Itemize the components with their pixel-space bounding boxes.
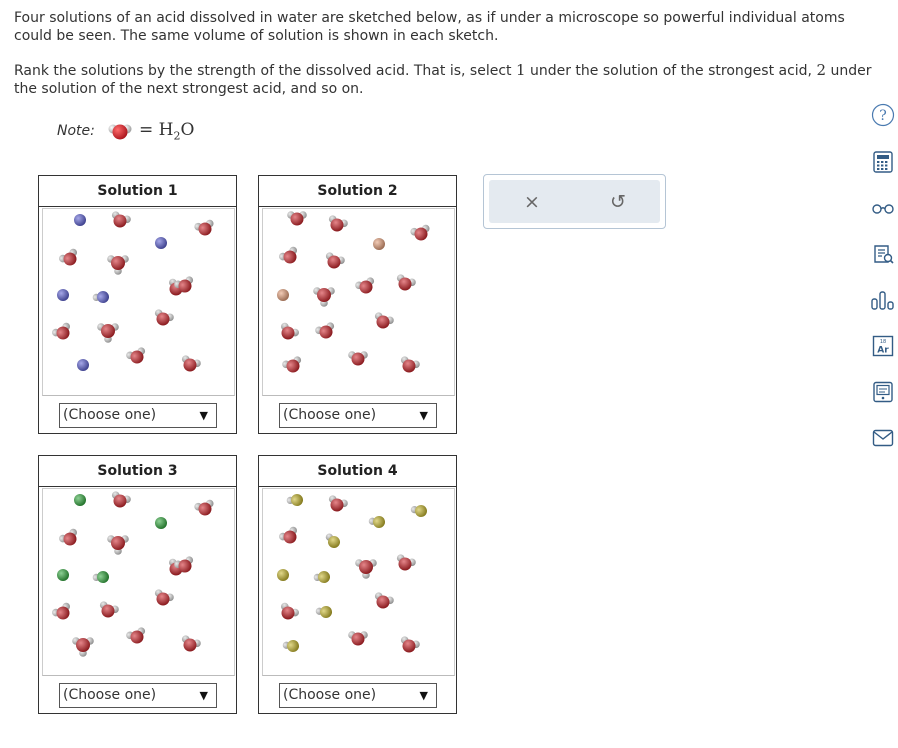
hydronium-ion [107, 255, 129, 275]
acid-molecule [368, 514, 387, 531]
water-molecule [348, 631, 368, 645]
water-molecule [278, 525, 302, 547]
water-molecule [152, 308, 175, 328]
solution-1-rank-select[interactable]: (Choose one) ▼ [59, 403, 217, 428]
water-molecule [194, 219, 217, 238]
help-button[interactable] [870, 102, 896, 128]
solution-3-rank-select[interactable]: (Choose one) ▼ [59, 683, 217, 708]
water-molecule [97, 600, 120, 620]
hydronium-ion [72, 637, 94, 657]
solution-2-sketch [262, 208, 455, 396]
tablet-icon [872, 381, 894, 403]
solution-4-rank-select[interactable]: (Choose one) ▼ [279, 683, 437, 708]
solution-2-rank-select[interactable]: (Choose one) ▼ [279, 403, 437, 428]
rank-number-2: 2 [816, 61, 827, 79]
acid-molecule [312, 568, 332, 587]
water-molecule [394, 273, 417, 293]
water-molecule [58, 247, 82, 269]
textbook-button[interactable] [870, 241, 896, 267]
hydronium-ion [313, 287, 335, 307]
anion [74, 214, 86, 226]
book-icon [872, 243, 894, 265]
water-molecule [152, 588, 175, 608]
reference-button[interactable] [870, 379, 896, 405]
anion [277, 569, 289, 581]
toolbox-inner [489, 180, 660, 223]
water-molecule-icon [107, 121, 133, 141]
water-molecule [372, 591, 395, 611]
rank-text-b: under the solution of the strongest acid, [525, 63, 817, 79]
water-molecule [394, 553, 417, 573]
help-icon [871, 103, 895, 127]
anion [155, 237, 167, 249]
acid-molecule [285, 491, 305, 510]
anion [57, 289, 69, 301]
water-molecule [51, 601, 75, 623]
solution-1-molecules [43, 209, 234, 395]
water-molecule [276, 321, 300, 343]
water-molecule [398, 355, 421, 375]
water-molecule [398, 635, 421, 655]
anion [373, 238, 385, 250]
calculator-button[interactable] [870, 149, 896, 175]
water-molecule [125, 626, 148, 646]
dropdown-arrow-icon: ▼ [419, 409, 428, 422]
water-molecule [179, 634, 202, 654]
periodic-table-button[interactable] [870, 333, 896, 359]
instruction-paragraph-2 [14, 61, 884, 98]
periodic-table-icon [872, 335, 894, 357]
acid-molecule [91, 288, 111, 307]
hydronium-ion [355, 559, 377, 579]
message-button[interactable] [870, 425, 896, 451]
water-molecule [276, 601, 300, 623]
solution-2-molecules [263, 209, 454, 395]
water-formula: = $H_2O$ [139, 120, 195, 143]
solution-2-panel [258, 175, 457, 434]
water-molecule [410, 224, 433, 243]
water-molecule [354, 276, 377, 296]
anion [74, 494, 86, 506]
solution-4-title: Solution 4 [259, 456, 456, 487]
water-molecule [281, 355, 304, 375]
solution-4-molecules [263, 489, 454, 675]
anion [57, 569, 69, 581]
water-molecule [323, 251, 346, 271]
water-molecule [51, 321, 75, 343]
water-molecule [326, 214, 349, 234]
glasses-icon [871, 201, 895, 215]
svg-text:?: ? [879, 108, 887, 124]
solution-3-title: Solution 3 [39, 456, 236, 487]
solution-3-molecules [43, 489, 234, 675]
solution-3-panel [38, 455, 237, 714]
water-molecule [278, 245, 302, 267]
water-molecule [372, 311, 395, 331]
water-molecule [348, 351, 368, 365]
explanation-button[interactable] [870, 195, 896, 221]
solution-3-sketch [42, 488, 235, 676]
acid-molecule [410, 503, 428, 519]
dropdown-arrow-icon: ▼ [419, 689, 428, 702]
rank-text-c: under the solution of the next strongest acid, and so on. [14, 63, 872, 97]
solution-1-title: Solution 1 [39, 176, 236, 207]
rank-text-a: Rank the solutions by the strength of the dissolved acid. That is, select [14, 63, 516, 79]
solution-1-panel [38, 175, 237, 434]
dropdown-arrow-icon: ▼ [199, 409, 208, 422]
acid-molecule [91, 568, 111, 587]
acid-molecule [323, 533, 342, 550]
answer-toolbox [483, 174, 666, 229]
dropdown-arrow-icon: ▼ [199, 689, 208, 702]
solution-4-sketch [262, 488, 455, 676]
acid-molecule [282, 638, 301, 655]
data-button[interactable] [870, 287, 896, 313]
water-molecule [125, 346, 148, 366]
anion [155, 517, 167, 529]
solution-2-title: Solution 2 [259, 176, 456, 207]
clear-button[interactable]: × [524, 191, 540, 213]
water-molecule [287, 211, 307, 225]
undo-button[interactable]: ↺ [610, 191, 626, 213]
water-molecule [179, 354, 202, 374]
note-label: Note: [57, 123, 95, 139]
rank-number-1: 1 [515, 61, 526, 79]
anion [77, 359, 89, 371]
acid-molecule [315, 604, 334, 621]
water-molecule [194, 499, 217, 518]
instruction-paragraph-1: Four solutions of an acid dissolved in water are sketched below, as if under a microscope so powerful individual atoms could be seen. The same volume of solution is shown in each sketch. [14, 10, 845, 44]
water-molecule [314, 321, 337, 341]
calculator-icon [872, 151, 894, 173]
chart-icon [870, 289, 896, 311]
anion [277, 289, 289, 301]
water-molecule [109, 210, 132, 230]
hydronium-ion [107, 535, 129, 555]
svg-text:18: 18 [879, 339, 887, 345]
water-molecule [109, 490, 132, 510]
water-molecule [58, 527, 82, 549]
solution-4-panel [258, 455, 457, 714]
mail-icon [872, 429, 894, 447]
hydronium-ion [97, 323, 119, 343]
svg-text:Ar: Ar [877, 345, 889, 356]
water-molecule [326, 494, 349, 514]
solution-1-sketch [42, 208, 235, 396]
